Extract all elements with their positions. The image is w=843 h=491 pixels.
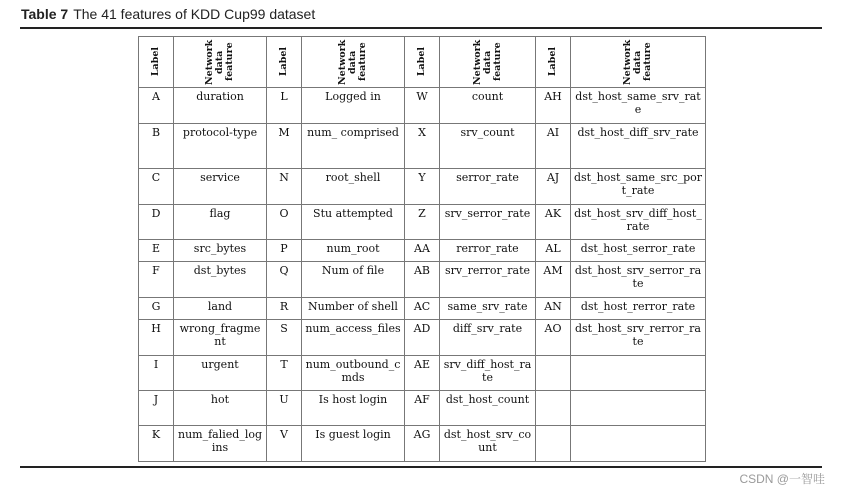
label-cell: D xyxy=(139,205,174,240)
label-cell: AA xyxy=(405,240,440,262)
header-label-1: Label xyxy=(139,37,174,88)
label-cell: G xyxy=(139,298,174,320)
header-feature-2: Network data feature xyxy=(302,37,405,88)
feature-cell: dst_host_same_src_port_rate xyxy=(571,169,706,205)
label-cell: E xyxy=(139,240,174,262)
feature-cell: dst_host_rerror_rate xyxy=(571,298,706,320)
label-cell xyxy=(536,391,571,426)
feature-cell: dst_host_srv_serror_rate xyxy=(571,262,706,298)
header-feature-3: Network data feature xyxy=(440,37,536,88)
feature-cell: srv_diff_host_rate xyxy=(440,356,536,391)
table-number: Table 7 xyxy=(21,6,69,22)
label-cell: A xyxy=(139,88,174,124)
label-cell: Z xyxy=(405,205,440,240)
label-cell: K xyxy=(139,426,174,462)
feature-cell: Logged in xyxy=(302,88,405,124)
feature-cell: dst_host_srv_rerror_rate xyxy=(571,320,706,356)
label-cell: AK xyxy=(536,205,571,240)
feature-cell: rerror_rate xyxy=(440,240,536,262)
table-row xyxy=(139,240,706,262)
feature-cell: land xyxy=(174,298,267,320)
label-cell: U xyxy=(267,391,302,426)
feature-cell: Is guest login xyxy=(302,426,405,462)
feature-cell: root_shell xyxy=(302,169,405,205)
feature-cell: wrong_fragment xyxy=(174,320,267,356)
feature-cell: dst_host_srv_diff_host_rate xyxy=(571,205,706,240)
feature-cell xyxy=(571,391,706,426)
label-cell: V xyxy=(267,426,302,462)
label-cell: S xyxy=(267,320,302,356)
features-table xyxy=(138,36,706,462)
label-cell: B xyxy=(139,124,174,169)
table-row xyxy=(139,356,706,391)
feature-cell: service xyxy=(174,169,267,205)
label-cell: AE xyxy=(405,356,440,391)
feature-cell: dst_host_count xyxy=(440,391,536,426)
label-cell: Y xyxy=(405,169,440,205)
feature-cell: hot xyxy=(174,391,267,426)
feature-cell: srv_count xyxy=(440,124,536,169)
table-row xyxy=(139,298,706,320)
label-cell: L xyxy=(267,88,302,124)
feature-cell: serror_rate xyxy=(440,169,536,205)
bottom-rule xyxy=(20,466,822,468)
feature-cell: dst_host_same_srv_rate xyxy=(571,88,706,124)
label-cell: AF xyxy=(405,391,440,426)
header-row xyxy=(139,37,706,88)
header-label-2: Label xyxy=(267,37,302,88)
label-cell: AH xyxy=(536,88,571,124)
table-caption xyxy=(21,6,315,22)
feature-cell: flag xyxy=(174,205,267,240)
label-cell: F xyxy=(139,262,174,298)
label-cell: AB xyxy=(405,262,440,298)
feature-cell: num_ comprised xyxy=(302,124,405,169)
feature-cell: protocol-type xyxy=(174,124,267,169)
label-cell: C xyxy=(139,169,174,205)
label-cell: Q xyxy=(267,262,302,298)
label-cell xyxy=(536,426,571,462)
label-cell: N xyxy=(267,169,302,205)
feature-cell: num_access_files xyxy=(302,320,405,356)
watermark: CSDN @一智哇 xyxy=(739,472,825,486)
label-cell: AJ xyxy=(536,169,571,205)
table-row xyxy=(139,391,706,426)
label-cell: AI xyxy=(536,124,571,169)
label-cell: M xyxy=(267,124,302,169)
label-cell: AC xyxy=(405,298,440,320)
feature-cell: num_outbound_cmds xyxy=(302,356,405,391)
table-row xyxy=(139,88,706,124)
header-label-4: Label xyxy=(536,37,571,88)
table-row xyxy=(139,124,706,169)
header-feature-1: Network data feature xyxy=(174,37,267,88)
feature-cell: urgent xyxy=(174,356,267,391)
feature-cell: num_root xyxy=(302,240,405,262)
table-row xyxy=(139,205,706,240)
feature-cell: Stu attempted xyxy=(302,205,405,240)
feature-cell: count xyxy=(440,88,536,124)
label-cell: T xyxy=(267,356,302,391)
feature-cell: dst_host_diff_srv_rate xyxy=(571,124,706,169)
label-cell xyxy=(536,356,571,391)
label-cell: AG xyxy=(405,426,440,462)
label-cell: AO xyxy=(536,320,571,356)
label-cell: AL xyxy=(536,240,571,262)
feature-cell: Is host login xyxy=(302,391,405,426)
label-cell: O xyxy=(267,205,302,240)
label-cell: I xyxy=(139,356,174,391)
label-cell: R xyxy=(267,298,302,320)
feature-cell: srv_rerror_rate xyxy=(440,262,536,298)
feature-cell: dst_bytes xyxy=(174,262,267,298)
feature-cell xyxy=(571,426,706,462)
feature-cell: Num of file xyxy=(302,262,405,298)
top-rule xyxy=(20,27,822,29)
feature-cell: same_srv_rate xyxy=(440,298,536,320)
feature-cell: num_falied_logins xyxy=(174,426,267,462)
header-label-3: Label xyxy=(405,37,440,88)
feature-cell: duration xyxy=(174,88,267,124)
label-cell: AM xyxy=(536,262,571,298)
label-cell: J xyxy=(139,391,174,426)
header-feature-4: Network data feature xyxy=(571,37,706,88)
label-cell: P xyxy=(267,240,302,262)
table-title: The 41 features of KDD Cup99 dataset xyxy=(73,6,316,22)
table-row xyxy=(139,169,706,205)
feature-cell: dst_host_serror_rate xyxy=(571,240,706,262)
feature-cell: src_bytes xyxy=(174,240,267,262)
feature-cell xyxy=(571,356,706,391)
feature-cell: dst_host_srv_count xyxy=(440,426,536,462)
table-row xyxy=(139,262,706,298)
feature-cell: diff_srv_rate xyxy=(440,320,536,356)
label-cell: AN xyxy=(536,298,571,320)
feature-cell: Number of shell xyxy=(302,298,405,320)
label-cell: X xyxy=(405,124,440,169)
label-cell: W xyxy=(405,88,440,124)
table-row xyxy=(139,320,706,356)
table-row xyxy=(139,426,706,462)
label-cell: H xyxy=(139,320,174,356)
label-cell: AD xyxy=(405,320,440,356)
feature-cell: srv_serror_rate xyxy=(440,205,536,240)
